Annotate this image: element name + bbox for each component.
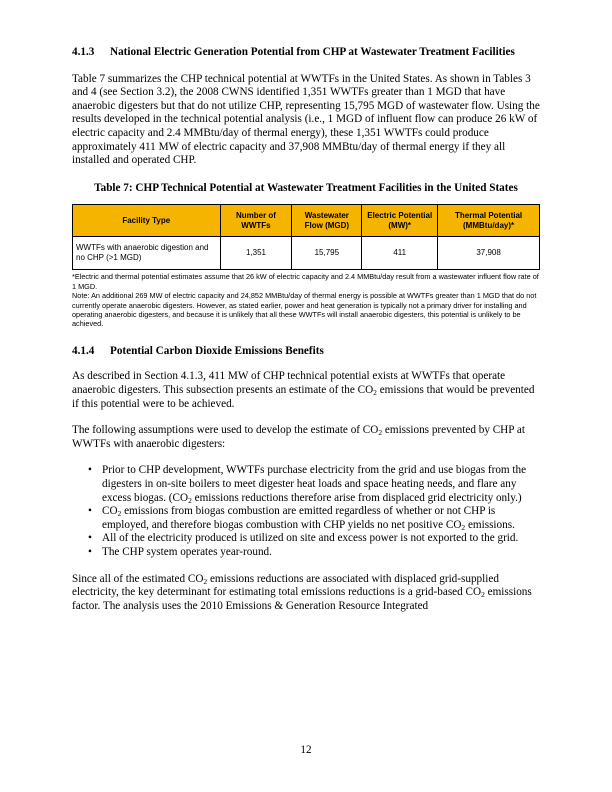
table-header-cell: Number of WWTFs bbox=[220, 205, 292, 237]
section-title: Potential Carbon Dioxide Emissions Benefits bbox=[110, 344, 324, 357]
paragraph-table7-summary: Table 7 summarizes the CHP technical potential at WWTFs in the United States. As shown in Tables 3 and 4 (see Section 3.2), the 2008 CWNS identified 1,351 WWTFs greater than 1 MGD that have anaerobic digesters but that do not utilize CHP, representing 15,795 MGD of wastewater flow. Using the results developed in the technical potential analysis (i.e., 1 MGD of influent flow can produce 26 kW of electric capacity and 2.4 MMBtu/day of thermal energy), these 1,351 WWTFs could produce approximately 411 MW of electric capacity and 37,908 MMBtu/day of thermal energy if they all installed and operated CHP. bbox=[72, 72, 540, 167]
paragraph-assumptions-intro: The following assumptions were used to develop the estimate of $CO_2$ emissions prevented by CHP at WWTFs with anaerobic digesters: bbox=[72, 424, 525, 450]
bullet-marker: • bbox=[88, 505, 92, 518]
table-caption: Table 7: CHP Technical Potential at Wastewater Treatment Facilities in the United States bbox=[94, 181, 518, 194]
document-page bbox=[72, 46, 540, 613]
table-cell-thermal: 37,908 bbox=[438, 237, 540, 270]
paragraph-emissions-factor: Since all of the estimated $CO_2$ emissions reductions are associated with displaced grid-supplied electricity, the key determinant for estimating total emissions reductions is a grid-based $CO_2$ emissions factor. The analysis uses the 2010 Emissions & Generation Resource Integrated bbox=[72, 572, 532, 612]
bullet-marker: • bbox=[88, 464, 92, 477]
section-heading-4-1-4 bbox=[72, 345, 540, 359]
table-cell-facility-type: WWTFs with anaerobic digestion and no CHP (>1 MGD) bbox=[73, 237, 221, 270]
bullet-marker: • bbox=[88, 532, 92, 545]
table-cell-flow: 15,795 bbox=[292, 237, 362, 270]
section-number: 4.1.3 bbox=[72, 46, 95, 58]
list-item: • All of the electricity produced is utilized on site and excess power is not exported to the grid. bbox=[88, 532, 519, 545]
page-number: 12 bbox=[300, 744, 312, 756]
paragraph-co2-intro: As described in Section 4.1.3, 411 MW of CHP technical potential exists at WWTFs that operate anaerobic digesters. This subsection presents an estimate of the $CO_2$ emissions that would be prevented if this potential were to be achieved. bbox=[72, 370, 535, 410]
table-row bbox=[73, 237, 540, 270]
table-header-row bbox=[73, 205, 540, 237]
section-number: 4.1.4 bbox=[72, 344, 95, 357]
bullet-marker: • bbox=[88, 545, 92, 558]
table-header-cell: Facility Type bbox=[73, 205, 221, 237]
table-cell-number: 1,351 bbox=[220, 237, 292, 270]
table-note: Note: An additional 269 MW of electric capacity and 24,852 MMBtu/day of thermal energy is possible at WWTFs greater than 1 MGD that do not currently operate anaerobic digesters. However, as stated earlier, power and heat generation is typically not a primary driver for installing and operating anaerobic digesters, and because it is unlikely that all these WWTFs will install anaerobic digesters, this potential is unlikely to be achieved. bbox=[72, 291, 537, 329]
table-footnote: *Electric and thermal potential estimates assume that 26 kW of electric capacity and 2.4 MMBtu/day result from a wastewater influent flow rate of 1 MGD. bbox=[72, 272, 539, 291]
list-item: • The CHP system operates year-round. bbox=[88, 545, 272, 558]
list-item: • $CO_2$ emissions from biogas combustion are emitted regardless of whether or not CHP is employed, and therefore biogas combustion with CHP yields no net positive $CO_2$ emissions. bbox=[88, 505, 515, 532]
chp-potential-table bbox=[72, 204, 540, 270]
section-heading-4-1-3 bbox=[72, 46, 540, 60]
table-header-cell: Electric Potential (MW)* bbox=[362, 205, 438, 237]
assumptions-list bbox=[72, 464, 540, 559]
table-header-cell: Wastewater Flow (MGD) bbox=[292, 205, 362, 237]
table-header-cell: Thermal Potential (MMBtu/day)* bbox=[438, 205, 540, 237]
section-title: National Electric Generation Potential from CHP at Wastewater Treatment Facilities bbox=[110, 46, 515, 58]
table-notes bbox=[72, 272, 540, 328]
list-item: • Prior to CHP development, WWTFs purchase electricity from the grid and use biogas from the digesters in on-site boilers to meet digester heat loads and space heating needs, and flare any excess biogas. ($CO_2$ emissions reductions therefore arise from displaced grid electricity only.) bbox=[88, 464, 527, 505]
table-cell-electric: 411 bbox=[362, 237, 438, 270]
